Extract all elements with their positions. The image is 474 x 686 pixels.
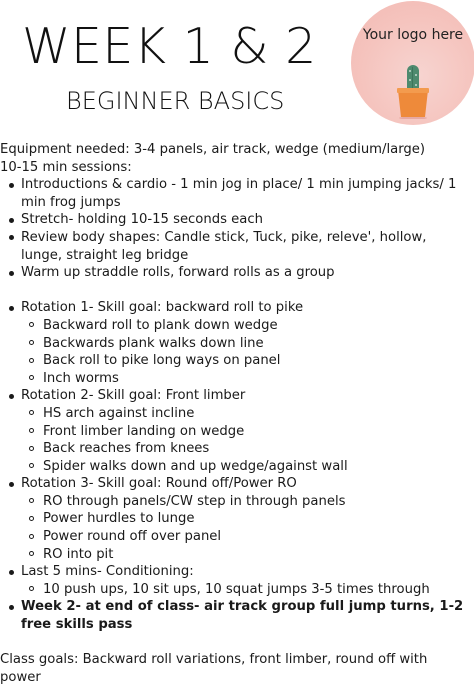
drill-item: RO into pit [21,546,470,564]
drill-item: Front limber landing on wedge [21,423,470,441]
drill-item: Backwards plank walks down line [21,335,470,353]
list-item: Stretch- holding 10-15 seconds each [0,211,470,229]
list-item: Introductions & cardio - 1 min jog in place/ 1 min jumping jacks/ 1 min frog jumps [0,176,470,211]
drill-item: Spider walks down and up wedge/against wall [21,458,470,476]
sessions-text: 10-15 min sessions: [0,159,132,175]
rotation-list [0,299,470,633]
list-item: Warm up straddle rolls, forward rolls as a group [0,264,470,282]
drill-list [21,493,470,563]
spacer [0,634,470,652]
drill-item: Back reaches from knees [21,440,470,458]
rotation-item [0,563,470,598]
week2-note: Week 2- at end of class- air track group full jump turns, 1-2 free skills pass [0,598,470,633]
rotation-label: Rotation 1- Skill goal: backward roll to pike [21,300,304,316]
rotation-item [0,299,470,387]
drill-item: 10 push ups, 10 sit ups, 10 squat jumps 3-5 times through [21,581,470,599]
drill-list [21,317,470,387]
drill-list [21,405,470,475]
drill-item: RO through panels/CW step in through panels [21,493,470,511]
rotation-label: Last 5 mins- Conditioning: [21,564,194,580]
drill-item: Power hurdles to lunge [21,510,470,528]
drill-item: HS arch against incline [21,405,470,423]
rotation-item [0,475,470,563]
drill-item: Power round off over panel [21,528,470,546]
page-subtitle: BEGINNER BASICS [66,87,285,115]
rotation-item [0,387,470,475]
drill-item: Inch worms [21,370,470,388]
page-title: WEEK 1 & 2 [22,18,317,75]
list-item: Review body shapes: Candle stick, Tuck, pike, releve', hollow, lunge, straight leg bridge [0,229,470,264]
warmup-list [0,176,470,282]
logo-text: Your logo here [362,27,464,43]
equipment-text: Equipment needed: 3-4 panels, air track, wedge (medium/large) [0,142,426,157]
drill-list [21,581,470,599]
drill-item: Backward roll to plank down wedge [21,317,470,335]
rotation-label: Rotation 3- Skill goal: Round off/Power RO [21,476,297,492]
class-goals: Class goals: Backward roll variations, front limber, round off with power [0,652,428,685]
cactus-icon [392,59,434,119]
lesson-plan [0,141,470,686]
drill-item: Back roll to pike long ways on panel [21,352,470,370]
rotation-label: Rotation 2- Skill goal: Front limber [21,388,246,404]
logo-placeholder[interactable] [351,1,474,125]
spacer [0,282,470,300]
